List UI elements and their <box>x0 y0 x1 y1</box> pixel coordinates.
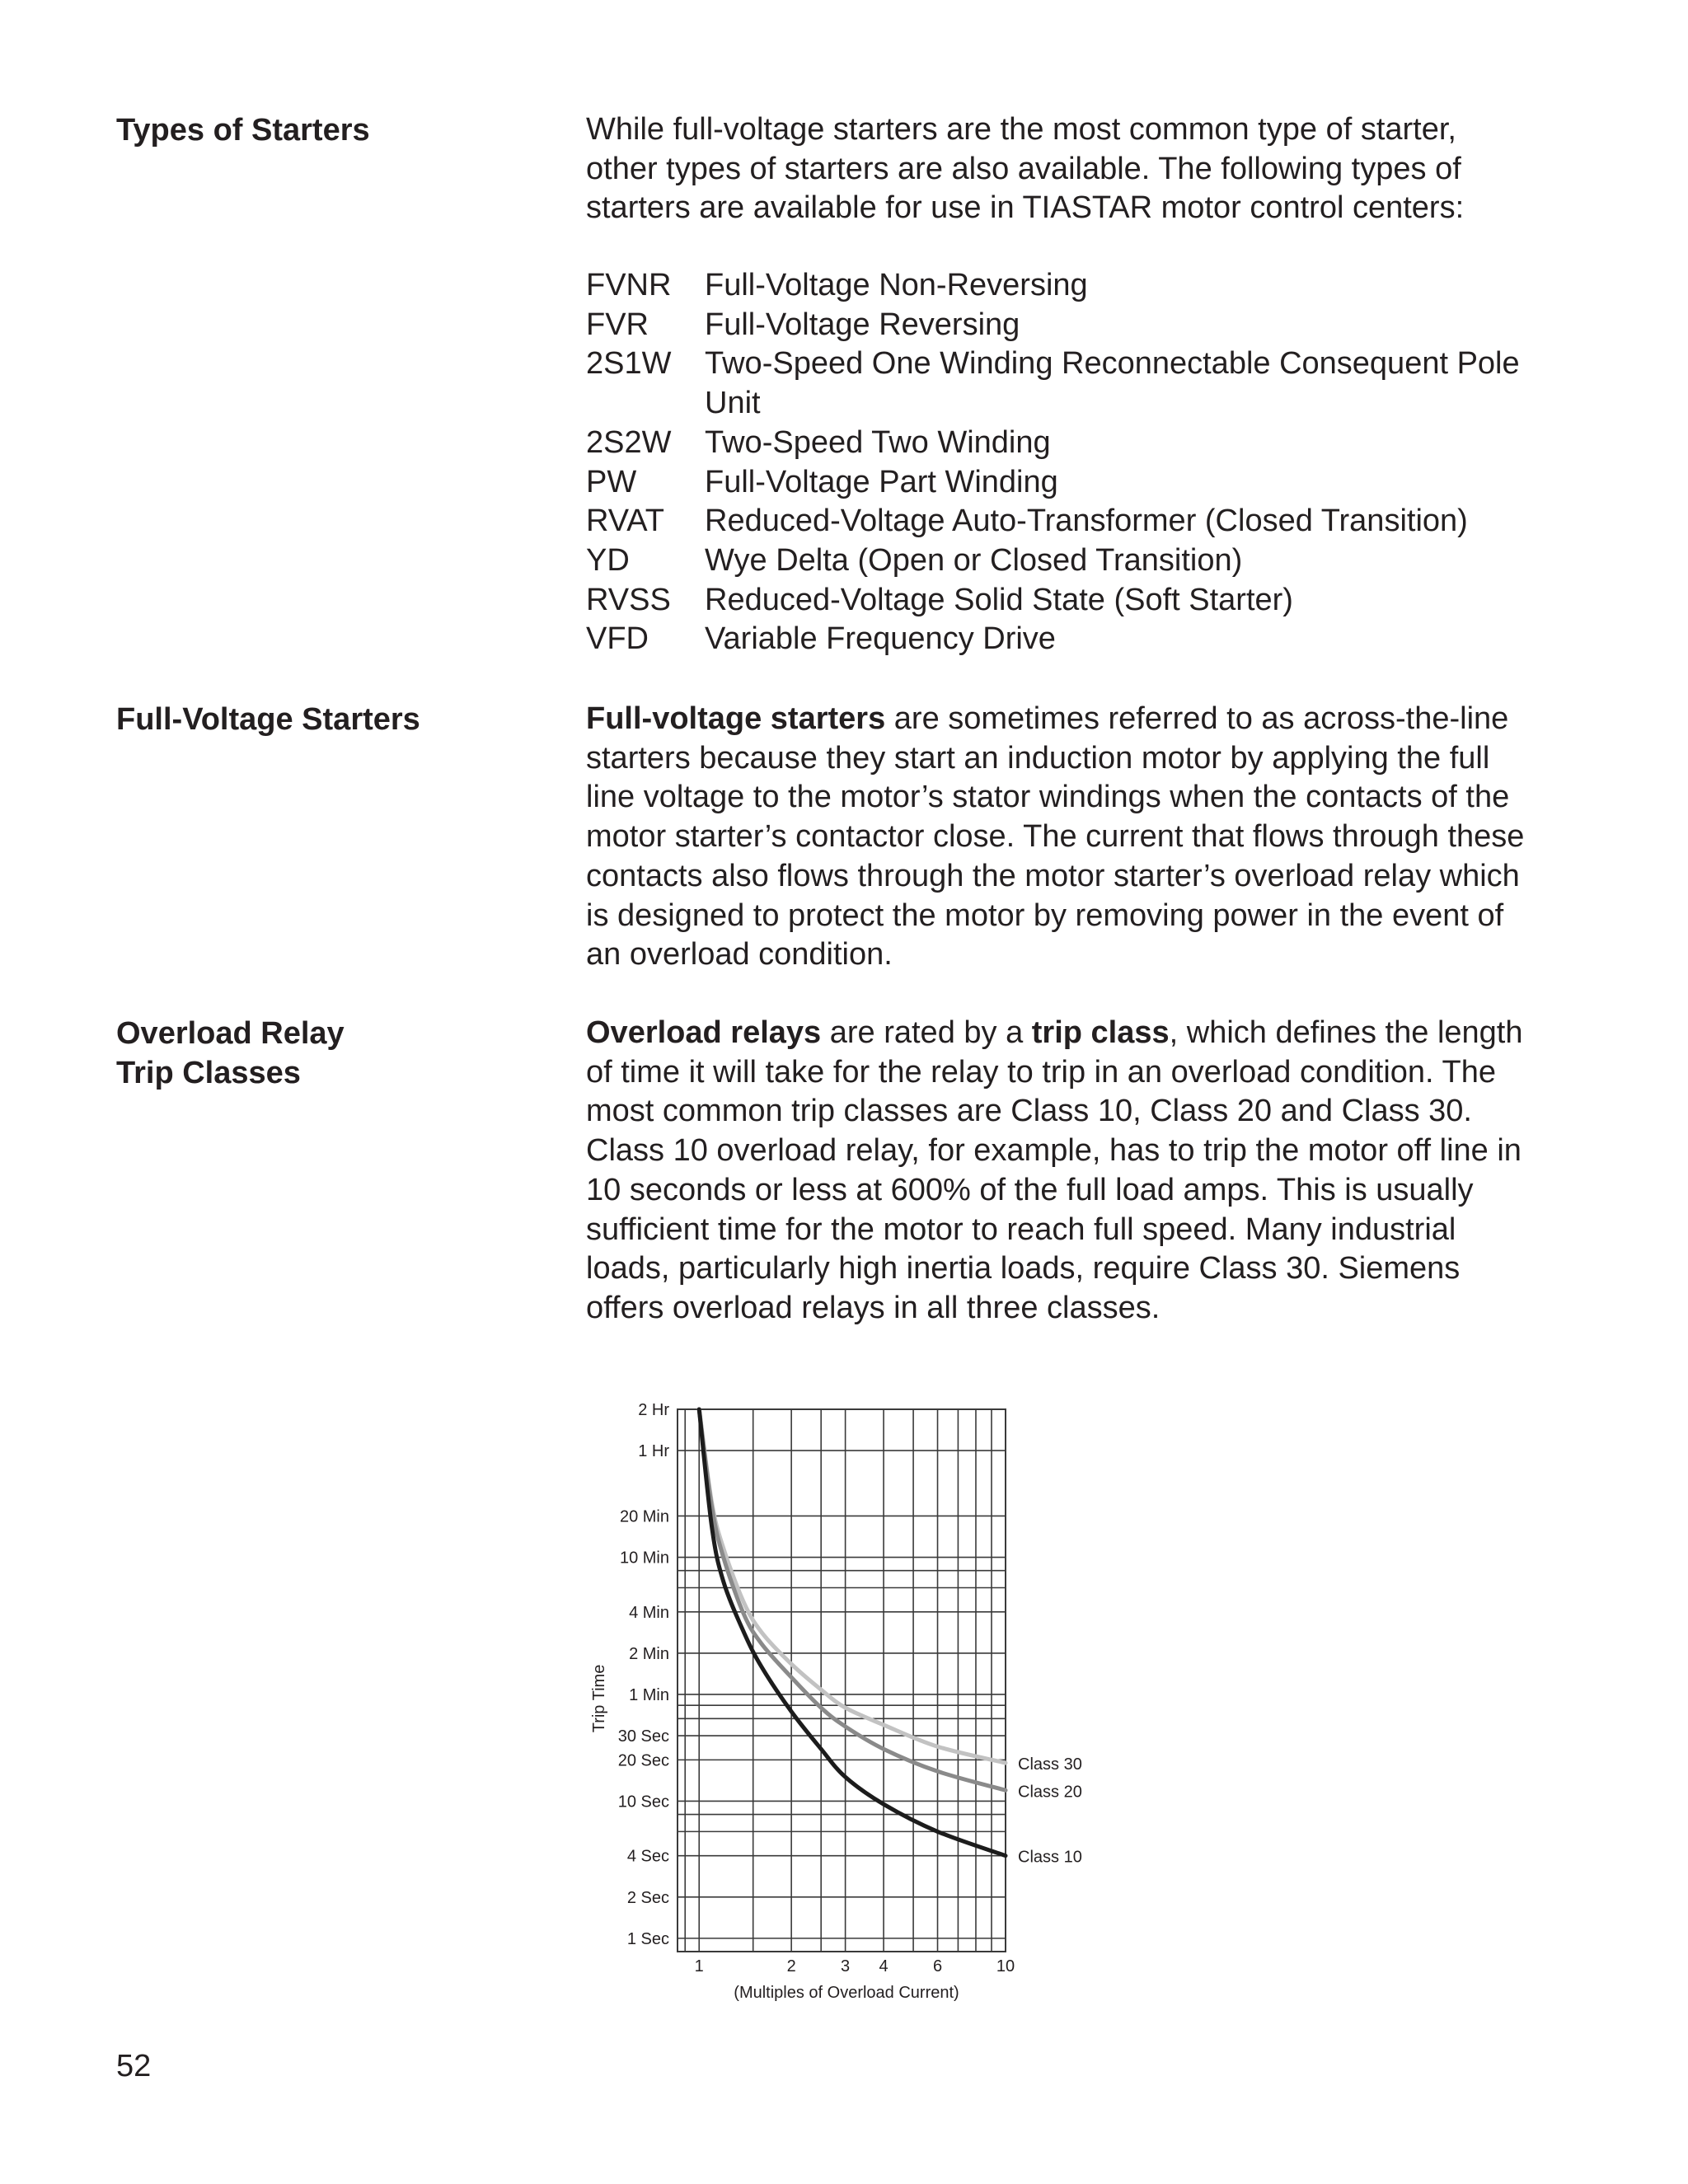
y-tick-label: 1 Min <box>629 1685 669 1704</box>
heading-overload-line2: Trip Classes <box>116 1056 301 1090</box>
starter-type-description: Reduced-Voltage Auto-Transformer (Closed Transition) <box>705 504 1468 539</box>
heading-types-of-starters: Types of Starters <box>116 113 370 148</box>
starter-type-description: Reduced-Voltage Solid State (Soft Starter) <box>705 582 1293 617</box>
legend-label-class-20: Class 20 <box>1018 1783 1082 1802</box>
y-tick-label: 20 Min <box>619 1507 669 1526</box>
series-line-class-10 <box>699 1409 1006 1856</box>
y-tick-label: 30 Sec <box>617 1727 669 1746</box>
y-tick-label: 2 Hr <box>638 1401 669 1419</box>
x-tick-label: 3 <box>841 1957 851 1975</box>
y-tick-label: 1 Hr <box>638 1442 669 1461</box>
trip-class-bold-term: trip class <box>1031 1015 1170 1050</box>
y-tick-label: 10 Sec <box>617 1793 669 1811</box>
y-tick-label: 1 Sec <box>626 1929 669 1948</box>
starter-type-code: FVR <box>586 307 649 342</box>
y-tick-label: 4 Min <box>629 1603 669 1622</box>
overload-bold-term: Overload relays <box>586 1015 822 1050</box>
heading-full-voltage-starters: Full-Voltage Starters <box>116 702 420 737</box>
full-voltage-body: are sometimes referred to as across-the-line starters because they start an induction motor by applying the full line voltage to the motor’s stator windings when the contacts of the motor starter’s contactor close. The current that flows through these contacts also flows through the motor starter’s overload relay which is designed to protect the motor by removing power in the event of an overload condition. <box>586 701 1525 972</box>
series-line-class-30 <box>699 1409 1006 1763</box>
x-tick-label: 4 <box>879 1957 889 1975</box>
starter-type-description: Full-Voltage Part Winding <box>705 464 1058 499</box>
starter-type-description: Full-Voltage Reversing <box>705 307 1020 342</box>
heading-overload-line1: Overload Relay <box>116 1016 345 1051</box>
series-line-class-20 <box>699 1409 1006 1790</box>
starter-type-code: 2S2W <box>586 424 672 460</box>
chart-frame <box>678 1409 1006 1952</box>
y-tick-label: 10 Min <box>619 1549 669 1568</box>
legend-label-class-30: Class 30 <box>1018 1755 1082 1774</box>
starter-type-code: VFD <box>586 621 649 657</box>
x-tick-label: 2 <box>786 1957 796 1975</box>
y-tick-label: 4 Sec <box>626 1847 669 1866</box>
full-voltage-bold-term: Full-voltage starters <box>586 701 886 736</box>
starter-type-description: Two-Speed One Winding Reconnectable Consequent Pole Unit <box>705 346 1520 421</box>
y-tick-label: 20 Sec <box>617 1751 669 1770</box>
y-axis-label: Trip Time <box>590 1664 608 1733</box>
starter-type-code: YD <box>586 542 630 578</box>
legend-label-class-10: Class 10 <box>1018 1848 1082 1867</box>
y-tick-label: 2 Min <box>629 1644 669 1663</box>
starter-type-description: Variable Frequency Drive <box>705 621 1056 657</box>
starter-type-code: RVSS <box>586 582 671 617</box>
page-number: 52 <box>116 2049 152 2083</box>
overload-body-a: are rated by a <box>821 1015 1032 1050</box>
x-tick-label: 1 <box>694 1957 704 1975</box>
starter-type-code: FVNR <box>586 268 672 302</box>
starter-type-description: Wye Delta (Open or Closed Transition) <box>705 542 1243 578</box>
x-tick-label: 6 <box>932 1957 943 1975</box>
overload-body-b: , which defines the length of time it will take for the relay to trip in an overload condition. The most common trip classes are Class 10, Class 20 and Class 30. Class 10 overload relay, for example, has to trip the motor off line in 10 seconds or less at 600% of the full load amps. This is usually sufficient time for the motor to reach full speed. Many industrial loads, particularly high inertia loads, require Class 30. Siemens offers overload relays in all three classes. <box>586 1015 1523 1325</box>
x-tick-label: 10 <box>996 1957 1015 1975</box>
x-axis-label: (Multiples of Overload Current) <box>734 1984 959 2002</box>
starter-type-code: PW <box>586 464 637 499</box>
types-intro-text: While full-voltage starters are the most common type of starter, other types of starters are also available. The following types of starters are available for use in TIASTAR motor control centers: <box>586 112 1465 226</box>
y-tick-label: 2 Sec <box>626 1888 669 1907</box>
starter-type-code: 2S1W <box>586 346 672 382</box>
starter-type-code: RVAT <box>586 504 665 539</box>
starter-type-description: Full-Voltage Non-Reversing <box>705 268 1088 302</box>
starter-type-description: Two-Speed Two Winding <box>705 424 1051 460</box>
